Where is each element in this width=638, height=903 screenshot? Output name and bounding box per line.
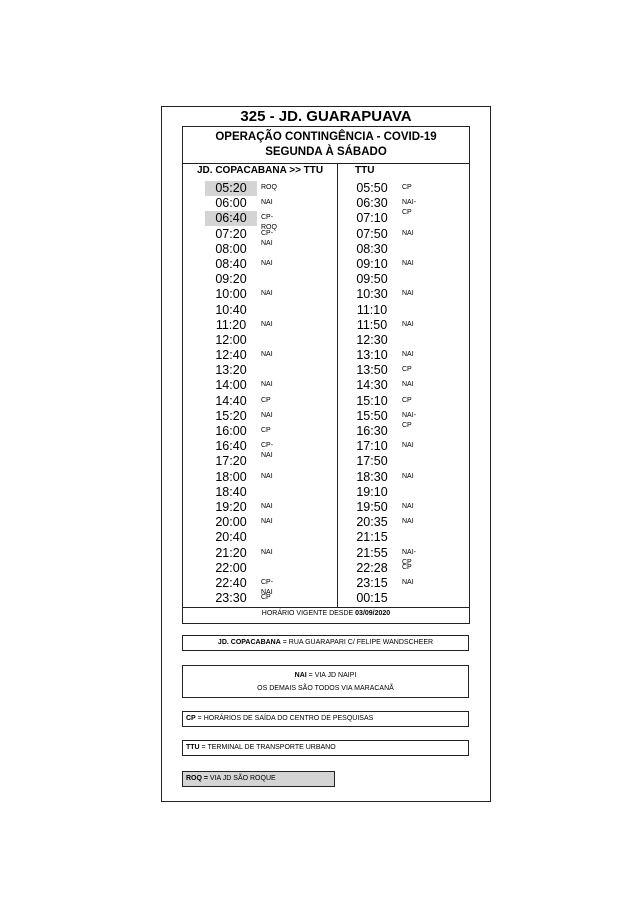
validity-text: HORÁRIO VIGENTE DESDE xyxy=(261,610,354,617)
route-note: CP xyxy=(402,563,412,571)
legend-ttu xyxy=(182,740,469,756)
departure-time: 16:40 xyxy=(215,439,247,454)
legend-nai xyxy=(182,665,469,698)
days-label: SEGUNDA À SÁBADO xyxy=(265,146,387,158)
route-title: 325 - JD. GUARAPUAVA xyxy=(240,108,412,125)
legend-cp xyxy=(182,711,469,727)
schedule-table xyxy=(182,126,470,624)
departure-time: 15:50 xyxy=(356,408,388,423)
column-divider xyxy=(337,163,338,607)
route-note: NAI xyxy=(261,199,273,207)
route-note: CP xyxy=(402,366,412,374)
route-note: NAI xyxy=(402,351,414,359)
route-note: NAI xyxy=(402,290,414,298)
departure-time: 18:00 xyxy=(215,469,247,484)
departure-time: 12:30 xyxy=(356,332,388,347)
departure-time: 10:40 xyxy=(215,302,247,317)
departure-time: 11:20 xyxy=(215,317,247,332)
departure-time: 17:10 xyxy=(356,439,388,454)
departure-time: 23:15 xyxy=(356,575,388,590)
route-note: NAI xyxy=(261,259,273,267)
route-note: NAI-CP xyxy=(402,548,416,566)
departure-time: 06:40 xyxy=(205,211,257,226)
route-note: CP xyxy=(261,427,271,434)
route-note: NAI xyxy=(402,518,414,526)
validity-note xyxy=(183,610,469,617)
legend-cp-desc: = HORÁRIOS DE SAÍDA DO CENTRO DE PESQUISAS xyxy=(195,715,374,722)
departure-time: 21:55 xyxy=(356,545,388,560)
operation-title: OPERAÇÃO CONTINGÊNCIA - COVID-19 xyxy=(215,131,437,143)
schedule-header xyxy=(183,127,469,163)
footer-divider xyxy=(183,607,469,608)
legend-ttu-desc: = TERMINAL DE TRANSPORTE URBANO xyxy=(199,744,336,751)
departure-time: 15:20 xyxy=(215,408,247,423)
route-note: NAI-CP xyxy=(402,411,416,429)
legend-copacabana-desc: = RUA GUARAPARI C/ FELIPE WANDSCHEER xyxy=(280,639,434,646)
departure-time: 18:40 xyxy=(215,484,247,499)
departure-time: 14:00 xyxy=(215,378,247,393)
route-note: CP xyxy=(402,184,412,191)
route-note: NAI xyxy=(261,381,273,389)
legend-roq-key: ROQ = xyxy=(186,775,208,782)
departure-time: 13:20 xyxy=(215,363,247,378)
route-note: NAI xyxy=(402,472,414,480)
legend-others-desc: OS DEMAIS SÃO TODOS VIA MARACANÃ xyxy=(257,685,394,692)
left-column-label: JD. COPACABANA >> TTU xyxy=(197,165,324,176)
route-note: NAI xyxy=(261,472,273,480)
departure-time: 10:30 xyxy=(356,287,388,302)
legend-nai-desc: = VIA JD NAIPI xyxy=(306,672,357,679)
departure-time: 16:30 xyxy=(356,424,388,438)
departure-time: 06:30 xyxy=(356,196,388,211)
route-note: NAI-CP xyxy=(402,199,416,217)
legend-copacabana-key: JD. COPACABANA xyxy=(217,639,281,646)
legend-nai-key: NAI xyxy=(294,672,307,679)
departure-time: 16:00 xyxy=(215,424,247,438)
validity-date: 03/09/2020 xyxy=(355,610,391,617)
route-note: NAI xyxy=(261,320,273,328)
header-divider xyxy=(183,163,469,164)
route-note: NAI xyxy=(261,411,273,419)
departure-time: 21:15 xyxy=(356,530,388,545)
departure-time: 17:50 xyxy=(356,454,388,469)
departure-time: 07:10 xyxy=(356,211,388,226)
route-note: NAI xyxy=(402,320,414,328)
departure-time: 12:40 xyxy=(215,348,247,363)
departure-time: 11:10 xyxy=(356,302,388,317)
departure-time: 12:00 xyxy=(215,332,247,347)
departure-time: 11:50 xyxy=(356,317,388,332)
route-note: NAI xyxy=(402,442,414,450)
route-note: CP-NAI xyxy=(261,229,274,247)
route-note: CP xyxy=(261,594,271,602)
departure-time: 08:00 xyxy=(215,241,247,256)
legend-roq xyxy=(182,771,335,787)
route-note: CP-NAI xyxy=(261,578,274,596)
route-note: NAI xyxy=(402,229,414,237)
route-note: NAI xyxy=(261,351,273,359)
right-column-label: TTU xyxy=(355,165,375,176)
route-note: CP-ROQ xyxy=(261,214,277,232)
route-note: CP xyxy=(402,396,412,404)
departure-time: 19:20 xyxy=(215,499,247,514)
departure-time: 17:20 xyxy=(215,454,247,469)
legend-roq-desc: VIA JD SÃO ROQUE xyxy=(207,775,276,782)
departure-time: 09:10 xyxy=(356,256,388,271)
departure-time: 08:40 xyxy=(215,256,247,271)
departure-time: 13:50 xyxy=(356,363,388,378)
legend-ttu-key: TTU xyxy=(186,744,200,751)
departure-time: 07:20 xyxy=(215,226,247,241)
route-note: NAI xyxy=(261,518,273,526)
departure-time: 20:40 xyxy=(215,530,247,545)
departure-time: 14:40 xyxy=(215,393,247,408)
departure-time: 09:50 xyxy=(356,272,388,287)
departure-time: 08:30 xyxy=(356,241,388,256)
departure-time: 19:50 xyxy=(356,499,388,514)
route-note: NAI xyxy=(261,290,273,298)
route-note: NAI xyxy=(402,502,414,510)
departure-time: 18:30 xyxy=(356,469,388,484)
route-note: CP xyxy=(261,396,271,404)
timetable-frame xyxy=(161,106,491,802)
route-note: NAI xyxy=(261,548,273,556)
route-note: NAI xyxy=(402,578,414,586)
departure-time: 09:20 xyxy=(215,272,247,287)
departure-time: 00:15 xyxy=(356,591,388,606)
route-note: NAI xyxy=(402,259,414,267)
departure-time: 23:30 xyxy=(215,591,247,606)
departure-time: 21:20 xyxy=(215,545,247,560)
departure-time: 14:30 xyxy=(356,378,388,393)
departure-time: 22:40 xyxy=(215,575,247,590)
departure-time: 07:50 xyxy=(356,226,388,241)
departure-time: 10:00 xyxy=(215,287,247,302)
departure-time: 05:20 xyxy=(205,181,257,196)
departure-time: 05:50 xyxy=(356,181,388,195)
departure-time: 22:28 xyxy=(356,560,388,575)
departure-time: 13:10 xyxy=(356,348,388,363)
departure-time: 22:00 xyxy=(215,560,247,575)
route-note: CP-NAI xyxy=(261,442,274,460)
departure-time: 15:10 xyxy=(356,393,388,408)
legend-cp-key: CP xyxy=(186,715,196,722)
departure-time: 20:35 xyxy=(356,515,388,530)
departure-time: 20:00 xyxy=(215,515,247,530)
legend-copacabana xyxy=(182,635,469,651)
route-note: ROQ xyxy=(261,184,277,191)
route-note: NAI xyxy=(402,381,414,389)
departure-time: 19:10 xyxy=(356,484,388,499)
departure-time: 06:00 xyxy=(215,196,247,211)
route-note: NAI xyxy=(261,502,273,510)
